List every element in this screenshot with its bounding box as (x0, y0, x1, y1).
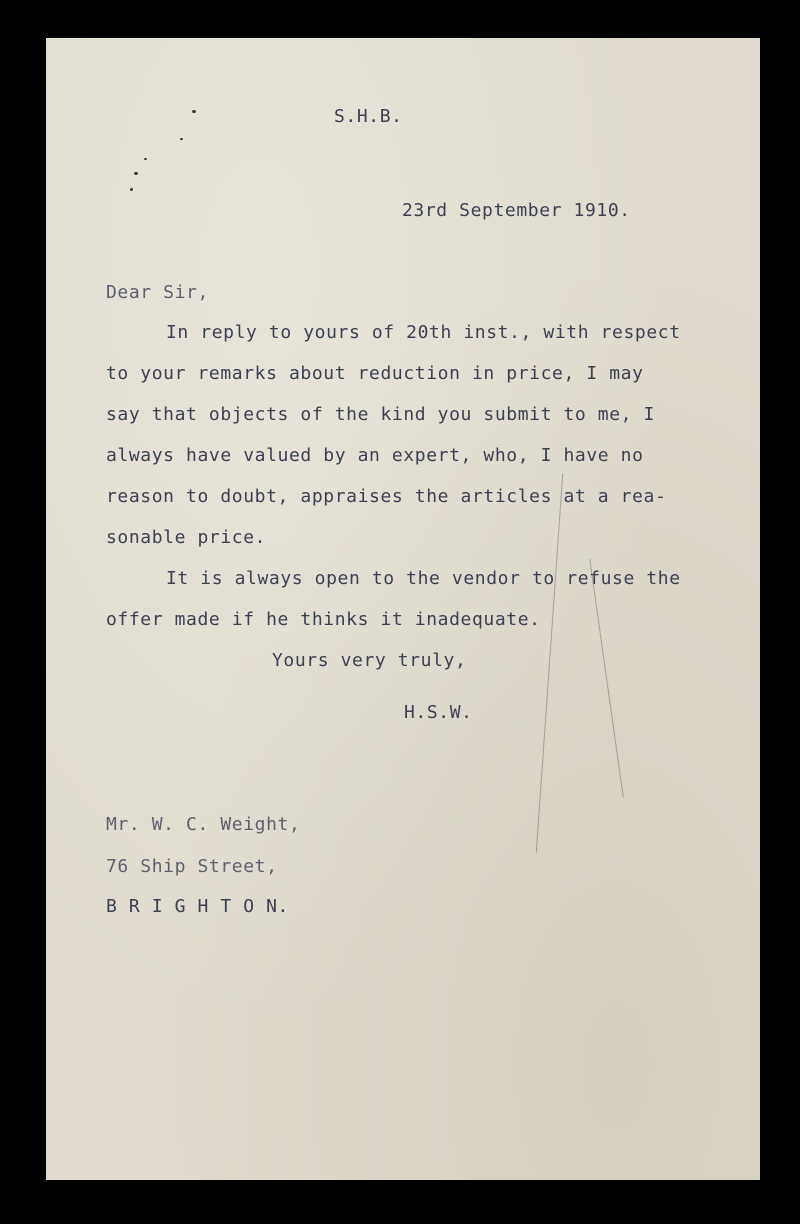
signature-initials: H.S.W. (404, 702, 473, 723)
body-line: say that objects of the kind you submit to me, I (106, 404, 655, 425)
pencil-mark (536, 473, 564, 852)
body-line: offer made if he thinks it inadequate. (106, 609, 541, 630)
recipient-name: Mr. W. C. Weight, (106, 814, 301, 835)
ink-speck (180, 138, 183, 140)
ink-speck (192, 110, 196, 113)
ink-speck (130, 188, 133, 191)
closing: Yours very truly, (272, 650, 467, 671)
reference-initials: S.H.B. (334, 106, 403, 127)
recipient-street: 76 Ship Street, (106, 856, 278, 877)
body-line: sonable price. (106, 527, 267, 548)
pencil-mark (589, 559, 623, 797)
body-line: reason to doubt, appraises the articles at a rea- (106, 486, 667, 507)
recipient-city: B R I G H T O N. (106, 896, 289, 917)
salutation: Dear Sir, (106, 282, 209, 303)
letter-date: 23rd September 1910. (402, 200, 631, 221)
letter-sheet (46, 38, 760, 1180)
ink-speck (144, 158, 147, 160)
body-line: always have valued by an expert, who, I have no (106, 445, 644, 466)
body-line: In reply to yours of 20th inst., with respect (166, 322, 681, 343)
ink-speck (134, 172, 138, 175)
body-line: to your remarks about reduction in price, I may (106, 363, 644, 384)
body-line: It is always open to the vendor to refuse the (166, 568, 681, 589)
